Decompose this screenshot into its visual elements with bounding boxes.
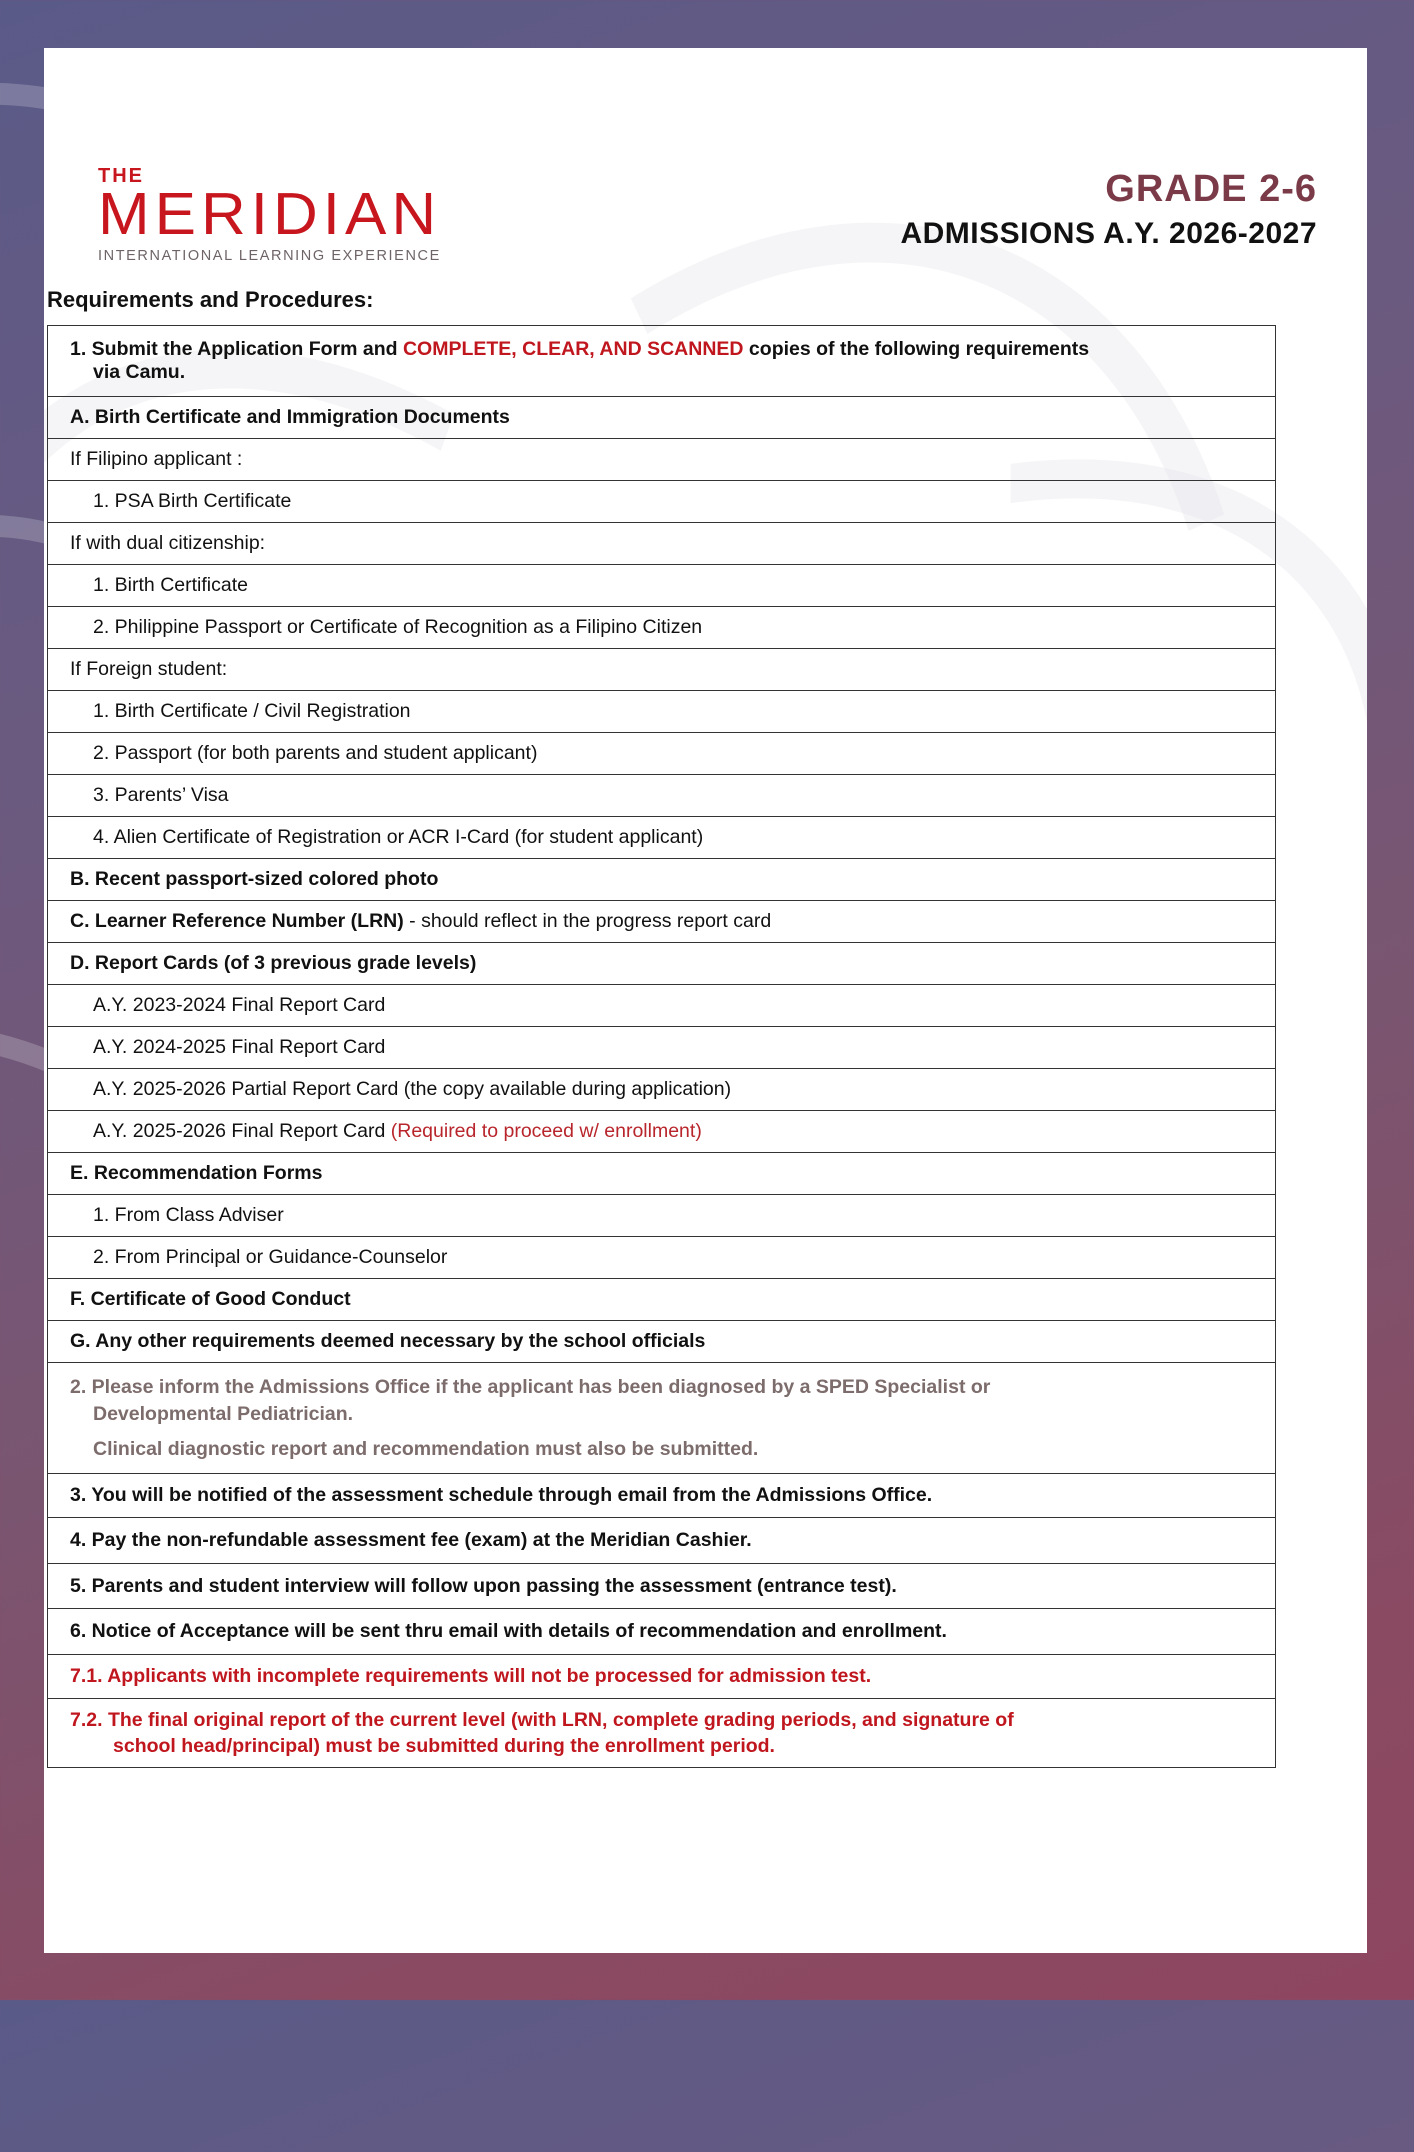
- table-row: [48, 1609, 1276, 1655]
- table-row: [48, 1195, 1276, 1237]
- step-2-line2: Developmental Pediatrician.: [93, 1402, 354, 1425]
- document-heading: [900, 168, 1317, 251]
- req-f: F. Certificate of Good Conduct: [48, 1279, 1276, 1321]
- table-row: [48, 1237, 1276, 1279]
- filipino-label: If Filipino applicant :: [48, 439, 1276, 481]
- section-title: Requirements and Procedures:: [47, 287, 374, 312]
- step-3: 3. You will be notified of the assessment schedule through email from the Admissions Office.: [48, 1474, 1276, 1518]
- req-c: [48, 901, 1276, 943]
- step-1-continuation: via Camu.: [93, 361, 186, 383]
- req-d: D. Report Cards (of 3 previous grade levels): [48, 943, 1276, 985]
- table-row: [48, 1153, 1276, 1195]
- required-note: (Required to proceed w/ enrollment): [390, 1120, 702, 1142]
- step-4: 4. Pay the non-refundable assessment fee (exam) at the Meridian Cashier.: [48, 1518, 1276, 1564]
- table-row: [48, 1474, 1276, 1518]
- step-2: [48, 1363, 1276, 1474]
- step-7-2: [48, 1699, 1276, 1768]
- list-item: 2. Passport (for both parents and student applicant): [48, 733, 1276, 775]
- list-item: 3. Parents’ Visa: [48, 775, 1276, 817]
- list-item: 2. From Principal or Guidance-Counselor: [48, 1237, 1276, 1279]
- step-2-line3: Clinical diagnostic report and recommendation must also be submitted.: [93, 1437, 759, 1460]
- list-item: A.Y. 2023-2024 Final Report Card: [48, 985, 1276, 1027]
- list-item: A.Y. 2025-2026 Partial Report Card (the copy available during application): [48, 1069, 1276, 1111]
- req-a: A. Birth Certificate and Immigration Documents: [48, 397, 1276, 439]
- table-row: [48, 901, 1276, 943]
- table-row: [48, 1321, 1276, 1363]
- table-row: [48, 1279, 1276, 1321]
- table-row: [48, 817, 1276, 859]
- list-item: 1. From Class Adviser: [48, 1195, 1276, 1237]
- step-7-2-line2: school head/principal) must be submitted during the enrollment period.: [113, 1735, 775, 1757]
- table-row: [48, 733, 1276, 775]
- meridian-logo: [98, 166, 441, 264]
- req-g: G. Any other requirements deemed necessary by the school officials: [48, 1321, 1276, 1363]
- logo-the: THE: [98, 165, 144, 187]
- list-item: 1. PSA Birth Certificate: [48, 481, 1276, 523]
- list-item: 2. Philippine Passport or Certificate of Recognition as a Filipino Citizen: [48, 607, 1276, 649]
- step-1: [48, 326, 1276, 397]
- table-row: [48, 1518, 1276, 1564]
- table-row: [48, 397, 1276, 439]
- admissions-title: ADMISSIONS A.Y. 2026-2027: [900, 217, 1317, 250]
- logo-name: MERIDIAN: [98, 181, 442, 248]
- list-item-text: A.Y. 2025-2026 Final Report Card: [93, 1120, 391, 1142]
- table-row: [48, 326, 1276, 397]
- step-1-text: 1. Submit the Application Form and: [70, 338, 403, 360]
- step-1-text-end: copies of the following requirements: [743, 338, 1090, 360]
- table-row: [48, 1564, 1276, 1609]
- requirements-table: [47, 325, 1276, 1768]
- table-row: [48, 1069, 1276, 1111]
- table-row: [48, 607, 1276, 649]
- table-row: [48, 1699, 1276, 1768]
- step-7-1: 7.1. Applicants with incomplete requirements will not be processed for admission test.: [48, 1655, 1276, 1699]
- foreign-label: If Foreign student:: [48, 649, 1276, 691]
- table-row: [48, 1655, 1276, 1699]
- list-item: 1. Birth Certificate / Civil Registration: [48, 691, 1276, 733]
- table-row: [48, 1027, 1276, 1069]
- step-5: 5. Parents and student interview will follow upon passing the assessment (entrance test).: [48, 1564, 1276, 1609]
- list-item: A.Y. 2024-2025 Final Report Card: [48, 1027, 1276, 1069]
- step-1-highlight: COMPLETE, CLEAR, AND SCANNED: [402, 338, 744, 360]
- table-row: [48, 1111, 1276, 1153]
- table-row: [48, 523, 1276, 565]
- table-row: [48, 481, 1276, 523]
- req-c-note: - should reflect in the progress report card: [403, 910, 772, 932]
- req-c-title: C. Learner Reference Number (LRN): [70, 910, 404, 932]
- req-e: E. Recommendation Forms: [48, 1153, 1276, 1195]
- grade-title: GRADE 2-6: [1105, 168, 1317, 210]
- step-6: 6. Notice of Acceptance will be sent thru email with details of recommendation and enrollment.: [48, 1609, 1276, 1655]
- table-row: [48, 565, 1276, 607]
- table-row: [48, 691, 1276, 733]
- list-item: 4. Alien Certificate of Registration or ACR I-Card (for student applicant): [48, 817, 1276, 859]
- logo-tagline: INTERNATIONAL LEARNING EXPERIENCE: [98, 248, 441, 264]
- table-row: [48, 1363, 1276, 1474]
- table-row: [48, 775, 1276, 817]
- req-b: B. Recent passport-sized colored photo: [48, 859, 1276, 901]
- table-row: [48, 985, 1276, 1027]
- step-7-2-line1: 7.2. The final original report of the current level (with LRN, complete grading periods, and signature of: [70, 1709, 1014, 1731]
- table-row: [48, 943, 1276, 985]
- table-row: [48, 649, 1276, 691]
- table-row: [48, 859, 1276, 901]
- list-item: [48, 1111, 1276, 1153]
- step-2-line1: 2. Please inform the Admissions Office if the applicant has been diagnosed by a SPED Specialist or: [70, 1375, 991, 1398]
- list-item: 1. Birth Certificate: [48, 565, 1276, 607]
- table-row: [48, 439, 1276, 481]
- dual-label: If with dual citizenship:: [48, 523, 1276, 565]
